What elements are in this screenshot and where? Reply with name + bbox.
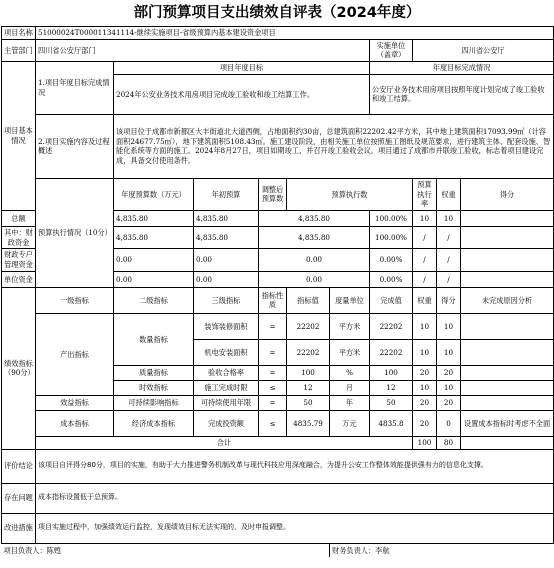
budget-cell: 0.00 [259,249,370,271]
perf-unit: 万元 [330,410,370,436]
perf-nature: = [259,395,287,410]
project-name: 51000024T000011341114-继续实施项目-省级预算内基本建设资金项目 [36,27,554,40]
budget-row-name: 总额 [2,211,36,227]
budget-cell: 4,835.80 [194,211,259,227]
budget-cell [461,227,554,249]
perf-nature: = [259,365,287,380]
perf-reason [461,365,554,380]
perf-reason [461,313,554,339]
perf-value: 12 [287,380,330,395]
perf-value: 50 [287,395,330,410]
budget-label: 预算执行情况（10分） [36,178,114,287]
perf-header: 一级指标 [36,287,114,313]
perf-l3: 验收合格率 [194,365,259,380]
perf-score: 10 [437,380,461,395]
perf-weight: 10 [413,380,437,395]
budget-cell: 10 [437,211,461,227]
budget-cell: 100.00% [370,227,413,249]
budget-header: 年度预算数（万元） [114,178,194,210]
perf-header: 权重 [413,287,437,313]
perf-weight: 10 [413,339,437,365]
leader-label: 项目负责人： [3,545,47,555]
perf-unit: 月 [330,380,370,395]
perf-weight: 20 [413,410,437,436]
goal-header: 项目年度目标 [114,62,370,75]
budget-cell: 0.00 [194,249,259,271]
perf-score: 20 [437,365,461,380]
perf-done: 50 [370,395,413,410]
perf-weight: 20 [413,395,437,410]
page-title: 部门预算项目支出绩效自评表（2024年度） [133,5,421,21]
dept-value: 四川省公安厅部门 [36,39,370,61]
perf-weight: 10 [413,313,437,339]
total-score: 80 [437,436,461,449]
finance-label: 财务负责人： [332,545,376,555]
perf-unit: % [330,365,370,380]
unit-label: 实施单位（盖章） [370,39,413,61]
issue-text: 成本指标设置低于总预算。 [36,483,554,513]
budget-header: 预算执行率 [413,178,437,210]
unit-value: 四川省公安厅 [413,39,554,61]
dept-label: 主管部门 [2,39,36,61]
perf-l1: 成本指标 [36,410,114,436]
impl-text: 该项目位于成都市新都区大丰街道北大道西侧，占地面积约30亩，总建筑面积22202.42平方米，其中地上建筑面积17093.99㎡（计容面积24677.75㎡），地下建筑面积5108.43㎡。施工建设阶段，由相关施工单位按照施工图纸及规范要求，进行建筑主体、配套设施、智能化系统等方面的施工。2024年8月27日，项目如期竣工，并召开竣工验收会议。项目通过了成都市并联竣工验收，标志着项目建设完成，具备交付使用条件。 [114,114,554,178]
budget-cell: 100.00% [370,211,413,227]
perf-done: 22202 [370,313,413,339]
perf-l2: 经济成本指标 [114,410,194,436]
budget-cell: 4,835.80 [114,211,194,227]
budget-cell: / [413,227,437,249]
perf-nature: = [259,339,287,365]
total-reason [461,436,554,449]
budget-cell: 0.00 [114,271,194,287]
perf-l1: 效益指标 [36,395,114,410]
perf-header: 指标性质 [259,287,287,313]
budget-cell: 4,835.80 [194,227,259,249]
perf-nature: ≤ [259,380,287,395]
perf-header: 得分 [437,287,461,313]
budget-cell: 0.00% [370,249,413,271]
perf-header: 未完成原因分析 [461,287,554,313]
budget-cell: / [437,249,461,271]
budget-header: 预算执行数 [287,178,413,210]
budget-cell: / [413,271,437,287]
budget-header: 权重 [437,178,461,210]
perf-reason [461,395,554,410]
finance-signature [330,543,554,557]
budget-row-name: 财政专户管理资金 [2,249,36,271]
leader-signature [2,543,330,557]
perf-l3: 装饰装修面积 [194,313,259,339]
perf-header: 二级指标 [114,287,194,313]
perf-score: 20 [437,395,461,410]
perf-label: 绩效指标（90分） [2,287,36,449]
basic-info-label: 项目基本情况 [2,62,36,211]
leader-name: 陈甦 [46,545,62,555]
budget-cell: / [437,271,461,287]
perf-nature: = [259,313,287,339]
goal-label: 1.项目年度目标完成情况 [36,62,114,115]
perf-score: 10 [437,313,461,339]
perf-unit: 年 [330,395,370,410]
budget-header: 年初预算 [194,178,259,210]
goal-done-header: 年度目标完成情况 [370,62,554,75]
output-label: 产出指标 [36,313,114,395]
budget-cell: 10 [413,211,437,227]
perf-header: 指标值 [287,287,330,313]
budget-cell [461,249,554,271]
measure-label: 改进措施 [2,513,36,543]
quantity-label: 数量指标 [114,313,194,365]
perf-score: 10 [437,339,461,365]
budget-row-name: 单位资金 [2,271,36,287]
budget-cell [461,271,554,287]
goal-text: 2024年公安业务技术用房项目完成竣工验收和竣工结算工作。 [114,74,370,114]
perf-reason: 设置成本指标时考虑不全面 [461,410,554,436]
perf-score: 0 [437,410,461,436]
budget-cell: 0.00 [194,271,259,287]
impl-label: 2.项目实施内容及过程概述 [36,114,114,178]
perf-l2: 质量指标 [114,365,194,380]
perf-l2: 时效指标 [114,380,194,395]
budget-cell: 4,835.80 [114,227,194,249]
perf-done: 4835.8 [370,410,413,436]
budget-cell: 0.00 [114,249,194,271]
goal-done-text: 公安厅业务技术用房项目按照年度计划完成了竣工验收和竣工结算。 [370,74,554,114]
budget-cell: 4,835.80 [259,227,370,249]
perf-l3: 完成投资额 [194,410,259,436]
budget-cell: 0.00% [370,271,413,287]
perf-value: 22202 [287,313,330,339]
perf-value: 100 [287,365,330,380]
issue-label: 存在问题 [2,483,36,513]
perf-header: 完成值 [370,287,413,313]
perf-weight: 20 [413,365,437,380]
budget-row-name: 其中：财政资金 [2,227,36,249]
eval-text: 该项目自评得分80分，项目的实施，有助于大力推进警务机制改革与现代科技应用深度融合，为提升公安工作整体效能提供强有力的信息化支撑。 [36,449,554,483]
perf-nature: ≤ [259,410,287,436]
measure-text: 项目实施过程中，加强绩效运行监控，发现绩效目标无法实现的，及时申报调整。 [36,513,554,543]
perf-value: 22202 [287,339,330,365]
perf-header: 度量单位 [330,287,370,313]
total-weight: 100 [413,436,437,449]
perf-l3: 机电安装面积 [194,339,259,365]
perf-value: 4835.79 [287,410,330,436]
total-label: 合计 [36,436,413,449]
perf-unit: 平方米 [330,339,370,365]
perf-unit: 平方米 [330,313,370,339]
finance-name: 李航 [375,545,390,555]
perf-l3: 可持续使用年限 [194,395,259,410]
budget-cell: 4,835.80 [259,211,370,227]
perf-done: 100 [370,365,413,380]
perf-header: 三级指标 [194,287,259,313]
evaluation-table [1,26,554,557]
budget-cell: / [437,227,461,249]
budget-cell: / [413,249,437,271]
budget-cell: 0.00 [259,271,370,287]
budget-cell [461,211,554,227]
perf-l2: 可持续影响指标 [114,395,194,410]
perf-done: 22202 [370,339,413,365]
perf-done: 12 [370,380,413,395]
eval-label: 评价结论 [2,449,36,483]
project-name-label: 项目名称 [2,27,36,40]
perf-l3: 施工完成时限 [194,380,259,395]
budget-header: 得分 [461,178,554,210]
budget-header: 调整后预算数 [259,178,287,210]
perf-reason [461,380,554,395]
perf-reason [461,339,554,365]
